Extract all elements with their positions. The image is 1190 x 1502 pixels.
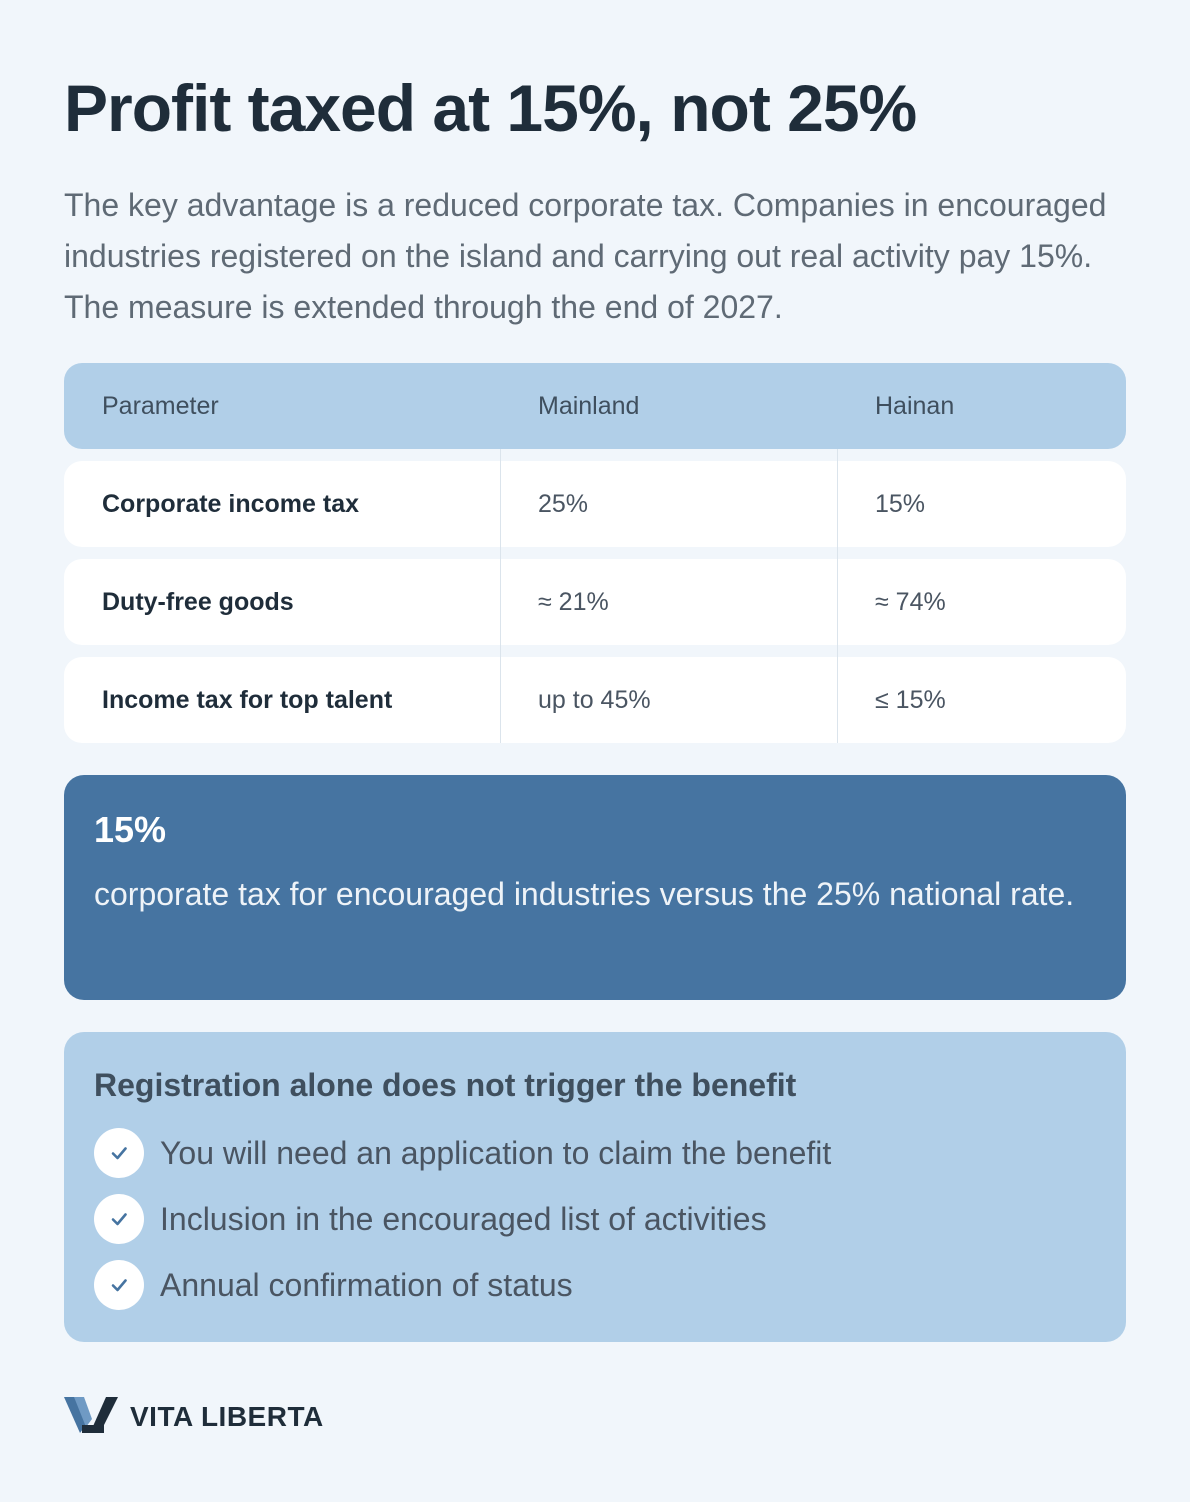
row-hainan-value: ≈ 74%: [875, 587, 946, 616]
column-divider: [500, 449, 501, 743]
header-mainland: Mainland: [538, 391, 640, 420]
comparison-table: [64, 363, 1126, 743]
table-row: [64, 657, 1126, 743]
row-mainland-value: 25%: [538, 489, 589, 518]
highlight-text: corporate tax for encouraged industries versus the 25% national rate.: [94, 876, 1075, 912]
row-parameter: Corporate income tax: [102, 489, 360, 518]
table-row: [64, 461, 1126, 547]
check-icon: [94, 1128, 144, 1178]
column-divider: [837, 449, 838, 743]
highlight-card: [64, 775, 1126, 1000]
check-icon: [94, 1260, 144, 1310]
row-parameter: Duty-free goods: [102, 587, 294, 616]
requirements-list: [94, 1120, 1096, 1318]
table-row: [64, 559, 1126, 645]
list-item-label: Annual confirmation of status: [160, 1266, 573, 1303]
row-hainan-value: ≤ 15%: [875, 685, 946, 714]
row-mainland-value: ≈ 21%: [538, 587, 609, 616]
vita-liberta-logo-icon: [64, 1395, 118, 1440]
list-item-label: You will need an application to claim the benefit: [160, 1134, 832, 1171]
highlight-value: 15%: [94, 809, 167, 850]
list-item: [94, 1120, 1096, 1186]
row-mainland-value: up to 45%: [538, 685, 651, 714]
header-hainan: Hainan: [875, 391, 955, 420]
intro-paragraph: The key advantage is a reduced corporate tax. Companies in encouraged industries registered on the island and carrying out real activity pay 15%. The measure is extended through the end of 2027.: [64, 187, 1107, 325]
list-item: [94, 1186, 1096, 1252]
header-parameter: Parameter: [102, 391, 219, 420]
requirements-heading: Registration alone does not trigger the benefit: [94, 1067, 797, 1103]
list-item-label: Inclusion in the encouraged list of activities: [160, 1200, 767, 1237]
check-icon: [94, 1194, 144, 1244]
brand-logo: [64, 1396, 324, 1438]
row-hainan-value: 15%: [875, 489, 926, 518]
brand-name: VITA LIBERTA: [130, 1401, 324, 1432]
list-item: [94, 1252, 1096, 1318]
table-header-row: [64, 363, 1126, 449]
requirements-card: [64, 1032, 1126, 1342]
row-parameter: Income tax for top talent: [102, 685, 393, 714]
page-title: Profit taxed at 15%, not 25%: [64, 71, 917, 145]
